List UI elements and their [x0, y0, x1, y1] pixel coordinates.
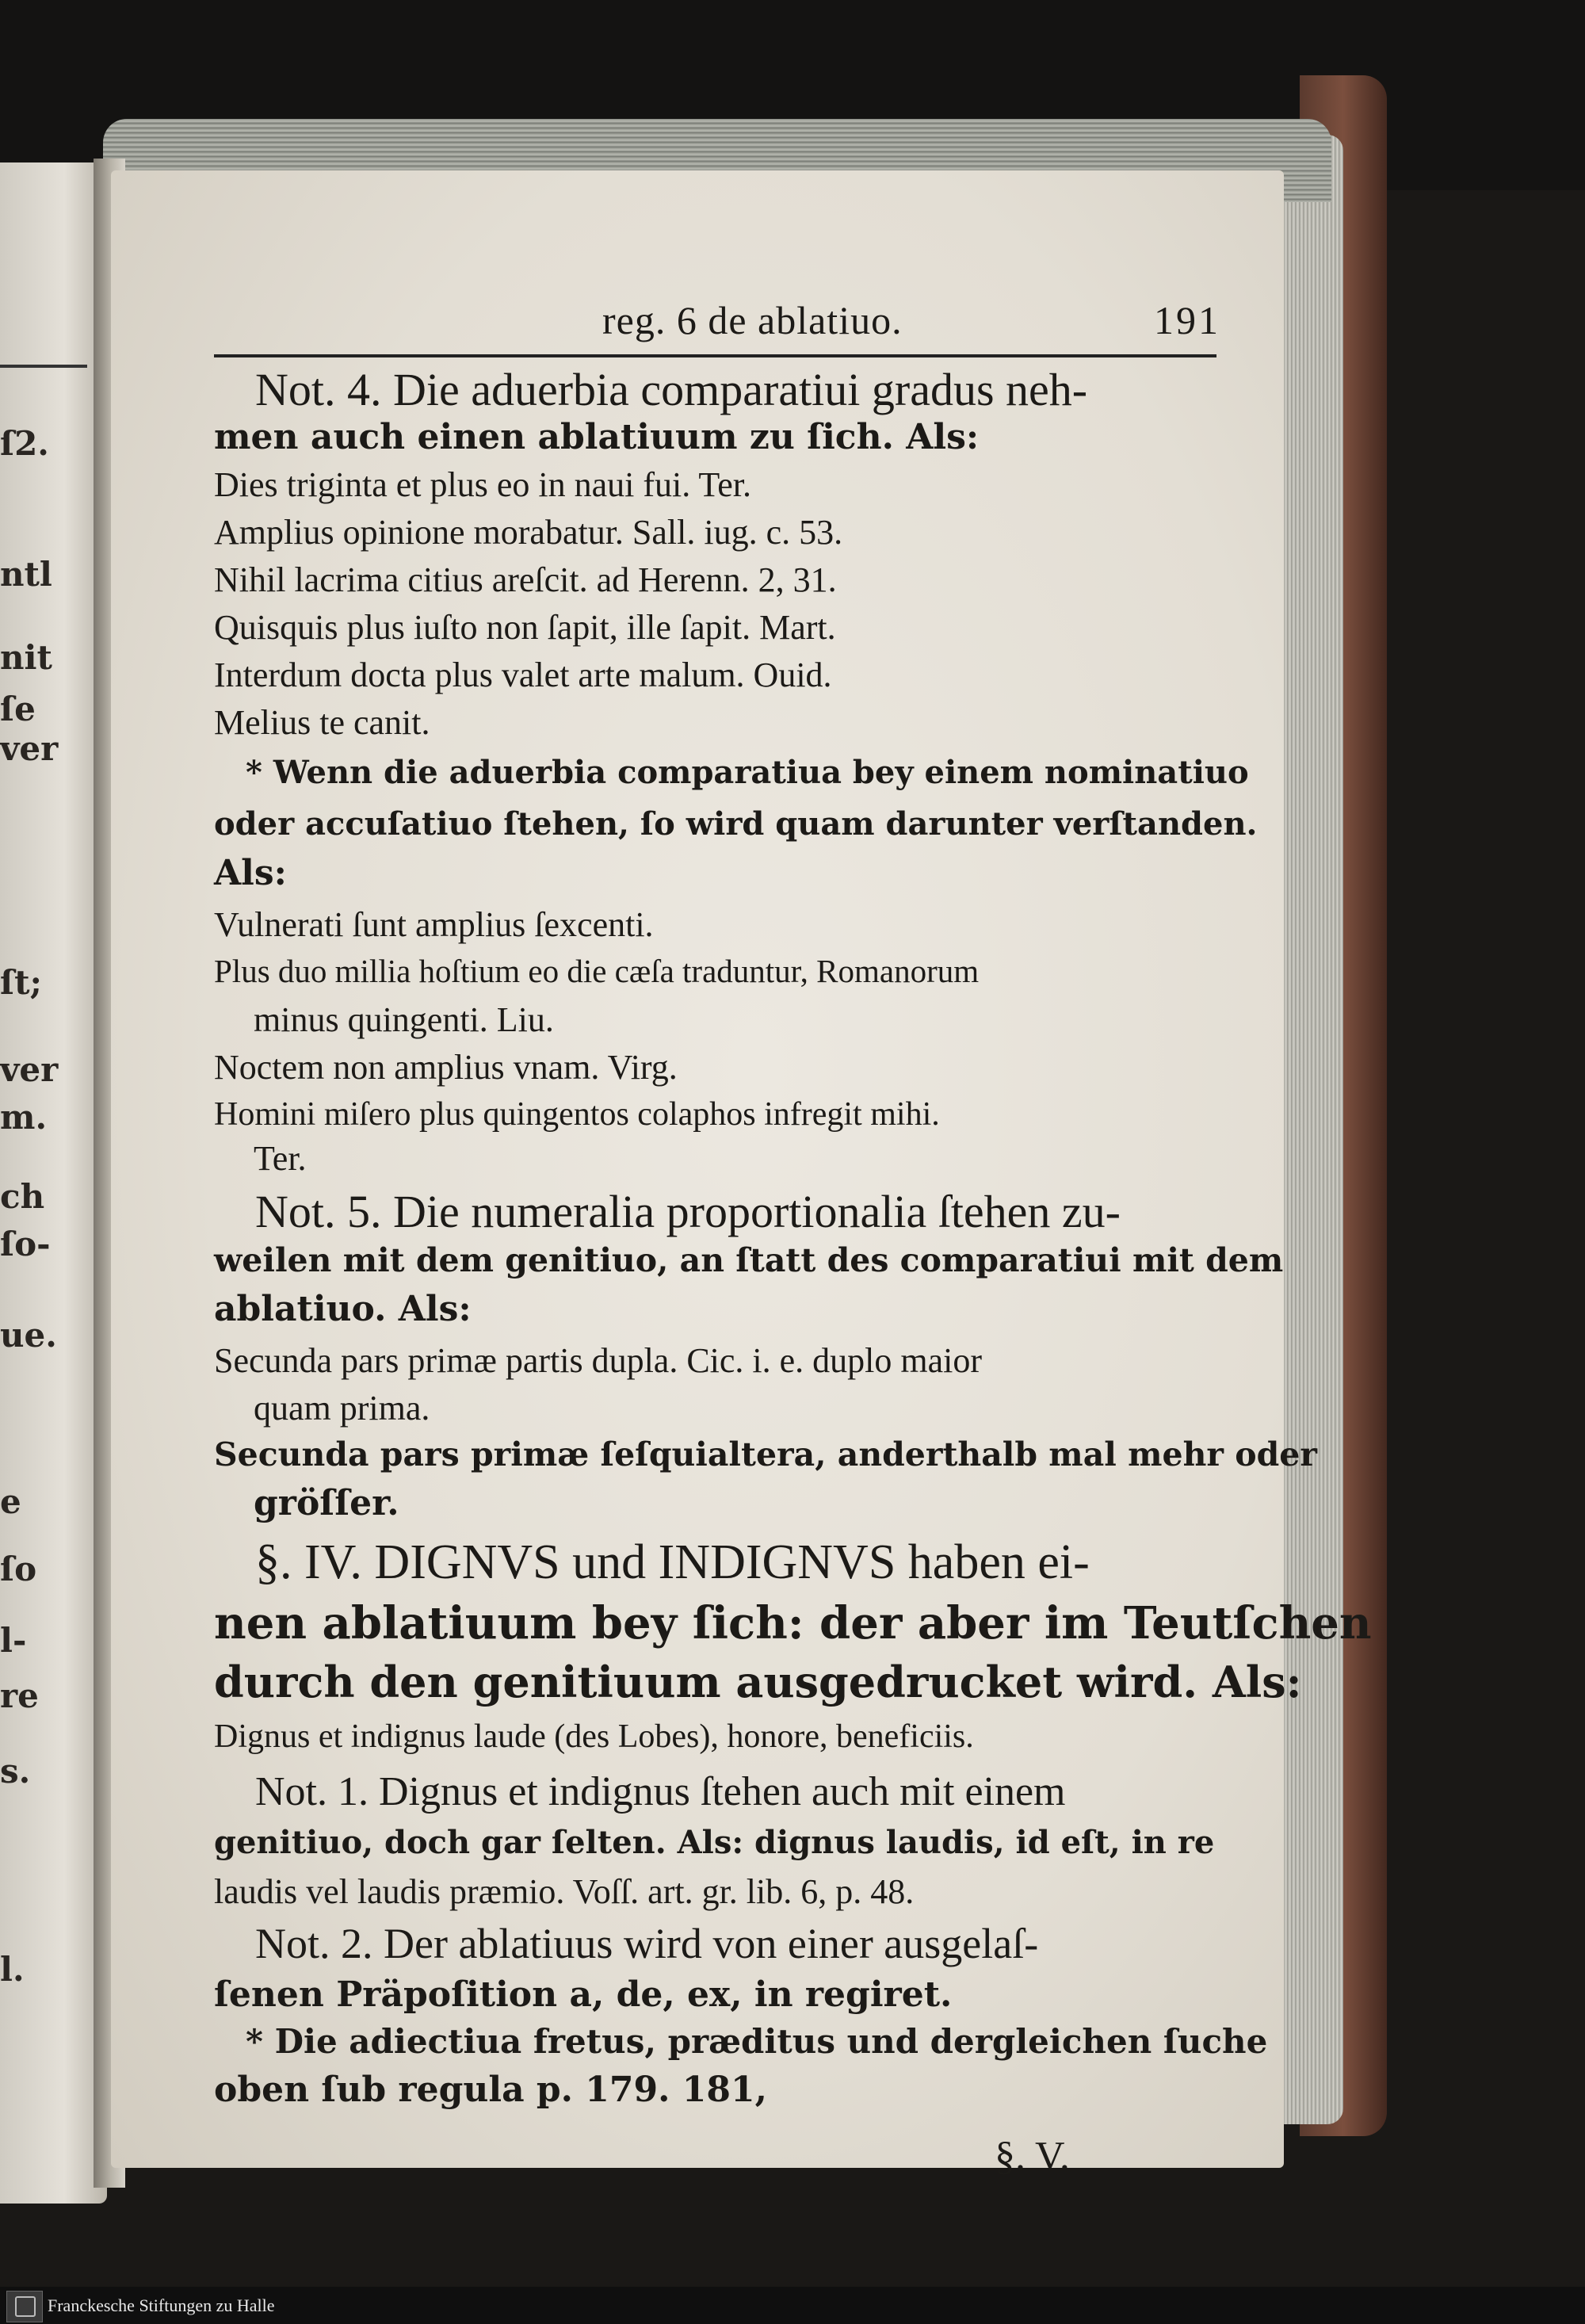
page-body	[111, 170, 1372, 2179]
left-page	[0, 162, 107, 2204]
text-line: Not. 2. Der ablatiuus wird von einer ausgelaſ-	[255, 1920, 1039, 1967]
left-fragment: s.	[0, 1752, 31, 1791]
text-line: oder accuſatiuo ſtehen, ſo wird quam darunter verſtanden.	[214, 805, 1258, 843]
text-line: Quisquis plus iuſto non ſapit, ille ſapit. Mart.	[214, 608, 836, 647]
text-line: Vulnerati ſunt amplius ſexcenti.	[214, 905, 654, 944]
running-head: reg. 6 de ablatiuo.	[602, 298, 903, 342]
text-line: Plus duo millia hoſtium eo die cæſa traduntur, Romanorum	[214, 953, 980, 989]
left-fragment: ch	[0, 1177, 45, 1216]
footer-credit: Franckesche Stiftungen zu Halle	[48, 2295, 275, 2315]
text-line: Ter.	[254, 1139, 307, 1178]
section-heading-line: durch den genitiuum ausgedrucket wird. Als:	[214, 1657, 1302, 1707]
left-fragment: l-	[0, 1621, 27, 1660]
text-line: quam prima.	[254, 1389, 430, 1428]
left-fragment: m.	[0, 1098, 48, 1137]
catchword: §. V.	[995, 2134, 1070, 2179]
text-line: Not. 1. Dignus et indignus ſtehen auch mit einem	[255, 1769, 1066, 1814]
right-page	[111, 170, 1372, 2179]
left-fragment: re	[0, 1676, 39, 1715]
text-line: Not. 5. Die numeralia proportionalia ſtehen zu-	[255, 1186, 1121, 1237]
left-fragment: ue.	[0, 1316, 57, 1355]
left-fragment: ſo-	[0, 1225, 51, 1263]
text-line: laudis vel laudis præmio. Voſſ. art. gr. lib. 6, p. 48.	[214, 1872, 915, 1911]
text-line: ſenen Präpoſition a, de, ex, in regiret.	[214, 1974, 953, 2015]
text-line: Interdum docta plus valet arte malum. Ouid.	[214, 656, 832, 694]
text-line: * Die adiectiua fretus, præditus und dergleichen ſuche	[246, 2022, 1268, 2061]
text-line: Homini miſero plus quingentos colaphos infregit mihi.	[214, 1096, 940, 1133]
text-line: Melius te canit.	[214, 703, 430, 742]
text-line: oben ſub regula p. 179. 181,	[214, 2070, 767, 2110]
page-number: 191	[1154, 298, 1220, 342]
section-heading: §. IV. DIGNVS und INDIGNVS haben ei-	[255, 1535, 1090, 1589]
left-fragment: ſe	[0, 690, 36, 728]
text-line: men auch einen ablatiuum zu ſich. Als:	[214, 417, 980, 457]
left-fragment: ver	[0, 729, 59, 768]
text-line: Not. 4. Die aduerbia comparatiui gradus neh-	[255, 364, 1088, 415]
left-fragment: ſt;	[0, 963, 42, 1002]
left-fragment: l.	[0, 1950, 25, 1989]
left-page-fragments	[0, 162, 107, 2204]
left-fragment: ntl	[0, 555, 52, 594]
institution-logo-icon	[6, 2291, 43, 2322]
text-line: Noctem non amplius vnam. Virg.	[214, 1048, 678, 1087]
text-line: Dignus et indignus laude (des Lobes), honore, beneficiis.	[214, 1718, 974, 1755]
text-line: weilen mit dem genitiuo, an ſtatt des comparatiui mit dem	[214, 1241, 1284, 1279]
text-line: Secunda pars primæ ſeſquialtera, anderthalb mal mehr oder	[214, 1435, 1317, 1474]
text-line: gröſſer.	[254, 1483, 399, 1523]
text-line: Secunda pars primæ partis dupla. Cic. i. e. duplo maior	[214, 1341, 983, 1380]
section-heading-line: nen ablatiuum bey ſich: der aber im Teutſchen	[214, 1597, 1372, 1649]
text-line: minus quingenti. Liu.	[254, 1000, 554, 1039]
text-line: genitiuo, doch gar ſelten. Als: dignus laudis, id eſt, in re	[214, 1824, 1215, 1861]
text-line: Amplius opinione morabatur. Sall. iug. c. 53.	[214, 513, 843, 552]
left-fragment: e	[0, 1482, 21, 1521]
text-line: Nihil lacrima citius areſcit. ad Herenn. 2, 31.	[214, 560, 837, 599]
left-fragment: ver	[0, 1050, 59, 1089]
left-fragment: ſ2.	[0, 424, 49, 463]
text-line: Dies triginta et plus eo in naui fui. Ter.	[214, 465, 751, 504]
left-fragment: ſo	[0, 1550, 37, 1588]
text-line: * Wenn die aduerbia comparatiua bey einem nominatiuo	[246, 754, 1249, 791]
text-line: Als:	[214, 853, 287, 893]
text-line: ablatiuo. Als:	[214, 1289, 472, 1329]
left-fragment: nit	[0, 638, 52, 677]
